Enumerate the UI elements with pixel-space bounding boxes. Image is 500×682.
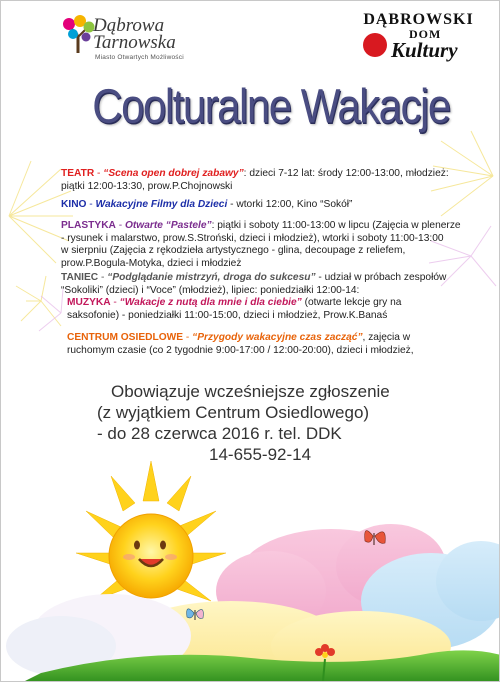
plastyka-line2: - rysunek i malarstwo, prow.S.Stroński, dzieci i młodzież), wtorki i soboty 11:00-13:00 [61,232,444,244]
centrum-sep: - [183,332,193,343]
plastyka-line4: prow.P.Bogula-Motyka, dzieci i młodzież [61,257,242,269]
kino-title: Wakacyjne Filmy dla Dzieci [95,199,228,210]
section-teatr [61,168,461,193]
kino-label: KINO [61,199,87,210]
teatr-title: “Scena open dobrej zabawy” [103,168,244,179]
taniec-label: TANIEC [61,272,99,283]
ddk-logo-line1: DĄBROWSKI [363,11,474,28]
muzyka-sep: - [110,297,120,308]
plastyka-line3: w sierpniu (Zajęcia z rękodzieła artystycznego - glina, decoupage z reliefem, [61,245,406,257]
ddk-logo-line3: Kultury [391,38,458,62]
plastyka-title: Otwarte “Pastele” [124,220,212,231]
ddk-logo-red-dot [363,33,387,57]
city-logo-name-line2: Tarnowska [93,32,176,53]
taniec-title: “Podglądanie mistrzyń, droga do sukcesu” [107,272,316,283]
summer-illustration [1,441,500,682]
sun-icon [109,514,193,598]
section-centrum [67,332,477,357]
kino-rest: - wtorki 12:00, Kino “Sokół” [227,199,353,210]
section-taniec [61,272,481,297]
section-plastyka [61,220,476,270]
taniec-line2: “Sokoliki” (dzieci) i “Voce” (młodzież), lipiec: poniedziałki 12:00-14: [61,284,360,296]
teatr-line1: : dzieci 7-12 lat: środy 12:00-13:00, młodzież: [243,168,449,179]
plastyka-line1: : piątki i soboty 11:00-13:00 w lipcu (Zajęcia w plenerze [211,220,461,231]
city-logo-name [93,17,176,51]
teatr-line2: piątki 12:00-13:30, prow.P.Chojnowski [61,180,233,192]
ddk-logo-line2: DOM [409,27,442,41]
muzyka-label: MUZYKA [67,297,111,308]
taniec-line1: - udział w próbach zespołów [315,272,447,283]
plastyka-sep: - [115,220,125,231]
centrum-label: CENTRUM OSIEDLOWE [67,332,184,343]
poster-headline: Coolturalne Wakacje [92,79,450,134]
muzyka-title: “Wakacje z nutą dla mnie i dla ciebie” [119,297,302,308]
centrum-line2: ruchomym czasie (co 2 tygodnie 9:00-17:00 / 12:00-20:00), dzieci i młodzież, [67,344,414,356]
city-logo [61,13,191,63]
ddk-logo [361,11,476,63]
city-logo-tagline: Miasto Otwartych Możliwości [95,54,184,61]
notice-phone: 14-655-92-14 [209,445,312,464]
centrum-line1: , zajęcia w [362,332,411,343]
city-logo-name-line1: Dąbrowa [93,15,165,36]
centrum-title: “Przygody wakacyjne czas zacząć” [192,332,363,343]
section-muzyka [67,297,467,322]
muzyka-line2: saksofonie) - poniedziałki 11:00-15:00, dzieci i młodzież, Prow.K.Banaś [67,309,388,321]
section-kino [61,199,461,212]
teatr-sep: - [94,168,104,179]
plastyka-label: PLASTYKA [61,220,116,231]
muzyka-line1: (otwarte lekcje gry na [301,297,402,308]
notice-line1: Obowiązuje wcześniejsze zgłoszenie [111,382,390,401]
taniec-sep: - [98,272,108,283]
notice-line2: (z wyjątkiem Centrum Osiedlowego) [97,403,370,422]
city-logo-icon [61,13,95,55]
kino-sep: - [86,199,96,210]
notice-line3: - do 28 czerwca 2016 r. tel. DDK [97,424,342,443]
teatr-label: TEATR [61,168,95,179]
